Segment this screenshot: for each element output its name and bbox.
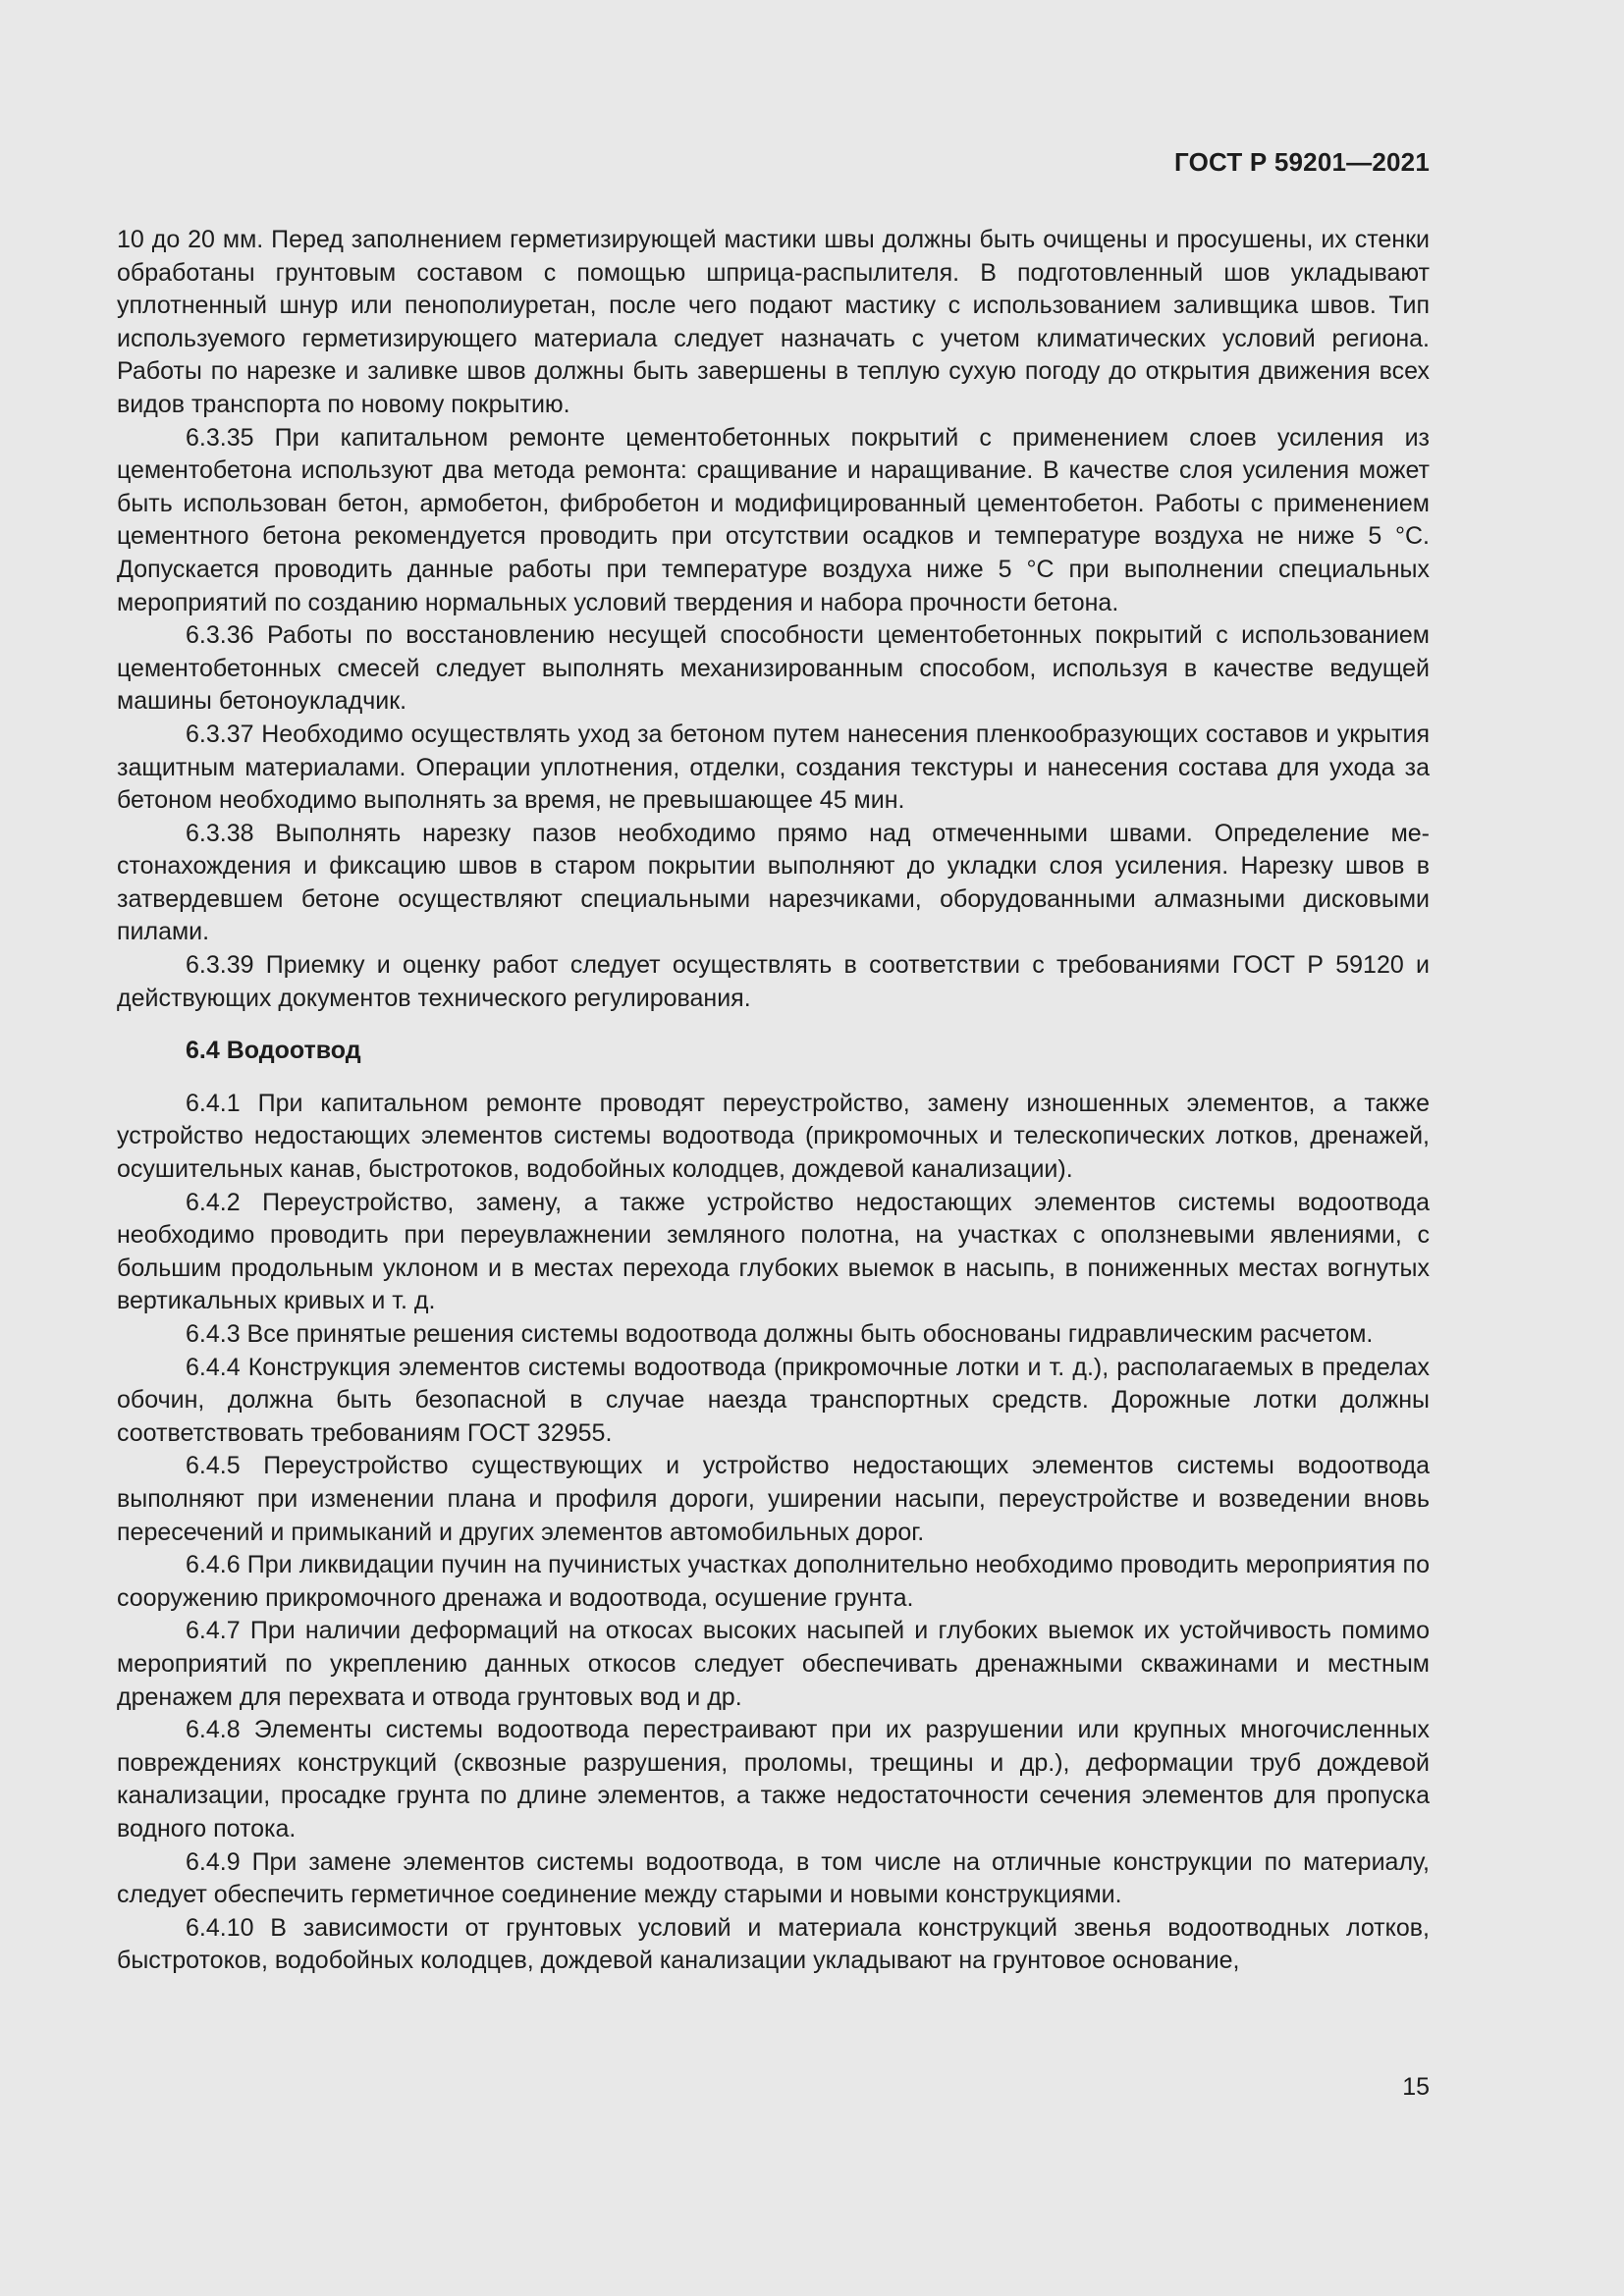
- paragraph-6-3-39: 6.3.39 Приемку и оценку работ следует осуществлять в соответствии с требованиями ГОСТ Р 59120 и действующих документов технического регулирования.: [117, 951, 1430, 1012]
- page-number: 15: [1402, 2073, 1430, 2101]
- paragraph-6-4-7: 6.4.7 При наличии деформаций на откосах высоких насыпей и глубоких выемок их устойчивость помимо мероприятий по укреплению данных откосов следует обеспечивать дренажными скважинами и местным дренажем для перехвата и отвода грунтовых вод и др.: [117, 1617, 1430, 1711]
- paragraph-6-3-37: 6.3.37 Необходимо осуществлять уход за бетоном путем нанесения пленкообразующих составов и укрытия защитным материалами. Операции уплотнения, отделки, создания текстуры и нанесения состава для ухода за бетоном необходимо выполнять за время, не превышающее 45 мин.: [117, 720, 1430, 815]
- paragraph-6-4-4: 6.4.4 Конструкция элементов системы водоотвода (прикромочные лотки и т. д.), располагаемых в пределах обочин, должна быть безопасной в случае наезда транспортных средств. Дорожные лотки должны соответствовать требованиям ГОСТ 32955.: [117, 1353, 1430, 1447]
- section-heading-6-4: 6.4 Водоотвод: [186, 1037, 361, 1065]
- paragraph-6-3-36: 6.3.36 Работы по восстановлению несущей способности цементобетонных покрытий с использованием цементобетонных смесей следует выполнять механизированным способом, используя в качестве ведущей машины бетоноукладчик.: [117, 621, 1430, 716]
- document-code-header: ГОСТ Р 59201—2021: [1174, 147, 1430, 177]
- paragraph-6-4-10: 6.4.10 В зависимости от грунтовых условий и материала конструкций звенья водоотводных лотков, быстротоков, водобойных колодцев, дождевой канализации укладывают на грунтовое основание,: [117, 1913, 1430, 1975]
- paragraph-6-4-5: 6.4.5 Переустройство существующих и устройство недостающих элементов системы водоотвода выполняют при изменении плана и профиля дороги, уширении насыпи, переустройстве и возведении вновь пересечений и примыканий и других элементов автомобильных дорог.: [117, 1452, 1430, 1546]
- paragraph-6-4-2: 6.4.2 Переустройство, замену, а также устройство недостающих элементов системы водоотвода необходимо проводить при переувлажнении земляного полотна, на участках с оползневыми явлениями, с большим продольным уклоном и в местах перехода глубоких выемок в насыпь, в пониженных местах вогнутых вертикальных кривых и т. д.: [117, 1188, 1430, 1315]
- paragraph-6-4-3: 6.4.3 Все принятые решения системы водоотвода должны быть обоснованы гидравлическим расчетом.: [186, 1320, 1374, 1348]
- paragraph-6-4-6: 6.4.6 При ликвидации пучин на пучинистых участках дополнительно необходимо проводить мероприятия по сооружению прикромочного дренажа и водоотвода, осушение грунта.: [117, 1551, 1430, 1612]
- paragraph-6-4-1: 6.4.1 При капитальном ремонте проводят переустройство, замену изношенных элементов, а также устройство недостающих элементов системы водоотвода (прикромочных и телескопических лотков, дренажей, осушительных канав, быстротоков, водобойных колодцев, дождевой канализации).: [117, 1089, 1430, 1184]
- page-body: [117, 224, 1430, 1978]
- paragraph-continuation: 10 до 20 мм. Перед заполнением герметизирующей мастики швы должны быть очищены и просушены, их стенки обработаны грунтовым составом с помощью шприца-распылителя. В подготовленный шов укладывают уплотненный шнур или пенополиуретан, после чего подают мастику с использованием заливщика швов. Тип используемого герметизирующего материала следует назначать с учетом климатических условий региона. Работы по нарезке и заливке швов должны быть завершены в теплую сухую погоду до открытия движения всех видов транспорта по новому покрытию.: [117, 226, 1430, 418]
- paragraph-6-4-8: 6.4.8 Элементы системы водоотвода перестраивают при их разрушении или крупных многочисленных повреждениях конструкций (сквозные разрушения, проломы, трещины и др.), деформации труб дождевой канализации, просадке грунта по длине элементов, а также недостаточности сечения элементов для пропуска водного потока.: [117, 1716, 1430, 1842]
- paragraph-6-4-9: 6.4.9 При замене элементов системы водоотвода, в том числе на отличные конструкции по материалу, следует обеспечить герметичное соединение между старыми и новыми конструкциями.: [117, 1847, 1430, 1909]
- paragraph-6-3-38: 6.3.38 Выполнять нарезку пазов необходимо прямо над отмеченными швами. Определение местонахождения и фиксацию швов в старом покрытии выполняют до укладки слоя усиления. Нарезку швов в затвердевшем бетоне осуществляют специальными нарезчиками, оборудованными алмазными дисковыми пилами.: [117, 819, 1430, 946]
- paragraph-6-3-35: 6.3.35 При капитальном ремонте цементобетонных покрытий с применением слоев усиления из цементобетона используют два метода ремонта: сращивание и наращивание. В качестве слоя усиления может быть использован бетон, армобетон, фибробетон и модифицированный цементобетон. Работы с применением цементного бетона рекомендуется проводить при отсутствии осадков и температуре воздуха не ниже 5 °С. Допускается проводить данные работы при температуре воздуха ниже 5 °С при выполнении специальных мероприятий по созданию нормальных условий твердения и набора прочности бетона.: [117, 423, 1430, 616]
